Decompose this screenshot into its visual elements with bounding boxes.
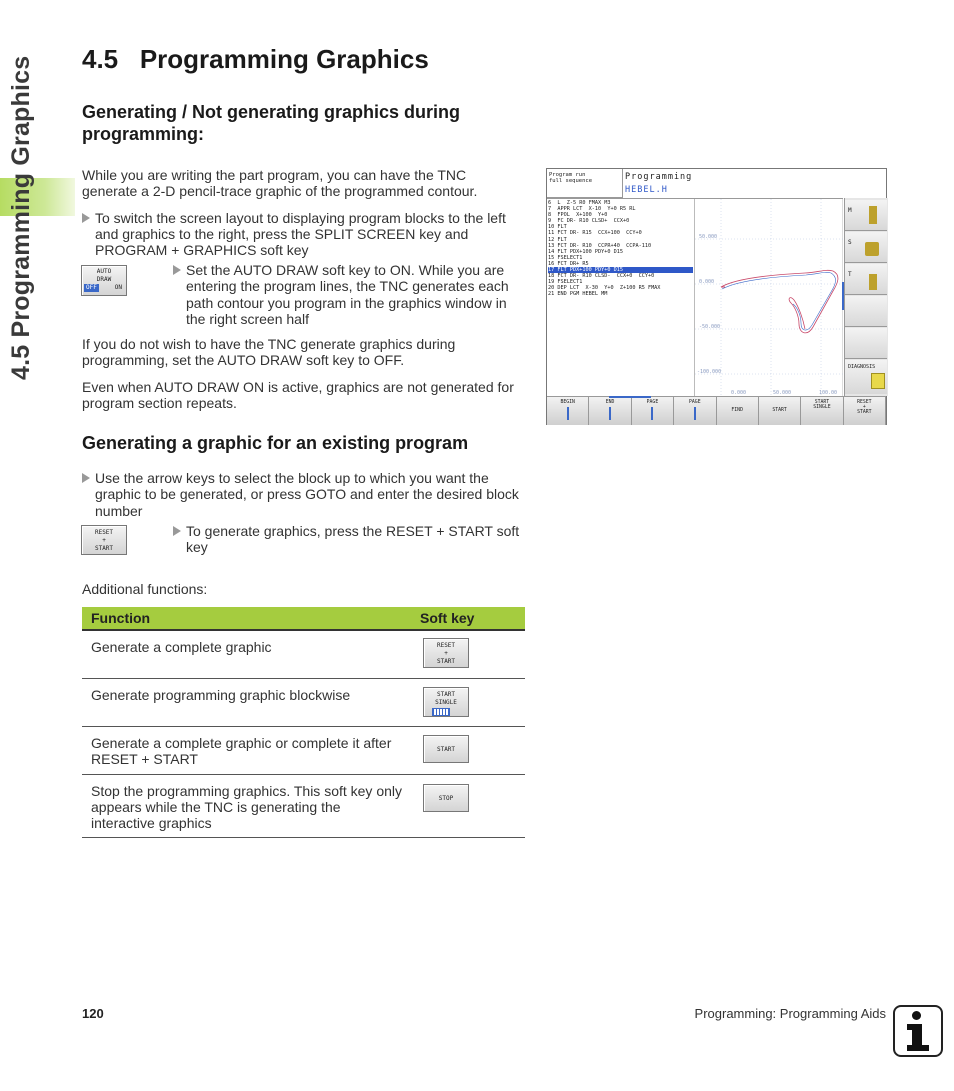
mode-box <box>547 169 623 198</box>
tnc-screenshot <box>546 168 887 425</box>
split-screen-step: To switch the screen layout to displaying program blocks to the left and graphics to the right, press the SPLIT SCREEN key and PROGRAM + GRAPHICS soft key <box>82 210 525 259</box>
softkey-label: PAGE <box>646 400 659 405</box>
section2-heading: Generating a graphic for an existing program <box>82 433 469 453</box>
row-function: Generate programming graphic blockwise <box>82 678 411 726</box>
auto-draw-off-paragraph: If you do not wish to have the TNC generate graphics during programming, set the AUTO DRAW soft key to OFF. <box>82 336 456 369</box>
tool-icon <box>869 274 877 290</box>
program-line[interactable]: 11 FCT DR- R15 CCX+100 CCY+0 <box>548 230 642 237</box>
auto-draw-on: ON <box>114 284 122 291</box>
softkey-label: FIND <box>731 408 743 413</box>
x-tick: 0.000 <box>731 390 747 396</box>
y-tick: 50.000 <box>699 234 718 240</box>
program-line[interactable]: 14 FLT PDX+100 PDY+0 D15 <box>548 248 623 255</box>
footer-chapter: Programming: Programming Aids <box>694 1006 886 1021</box>
mode-top: Program run <box>549 172 586 178</box>
screen-filename: HEBEL.H <box>625 185 668 195</box>
section1-notes <box>82 336 525 411</box>
row-function: Generate a complete graphic <box>82 630 411 678</box>
mode-bottom: full sequence <box>549 178 593 184</box>
table-reset-start-softkey[interactable] <box>423 638 469 668</box>
row-function: Generate a complete graphic or complete it after RESET + START <box>82 726 411 774</box>
row-function: Stop the programming graphics. This soft key only appears while the TNC is generating the interactive graphics <box>82 774 411 837</box>
info-dot <box>912 1011 921 1020</box>
auto-draw-step: Set the AUTO DRAW soft key to ON. While you are entering the program lines, the TNC generates each path contour you program in the graphics window in the right screen half <box>173 262 525 327</box>
key-line: START <box>436 745 456 753</box>
x-tick: 50.000 <box>773 390 792 396</box>
y-tick: -50.000 <box>699 324 721 330</box>
softkey-label: START <box>772 408 787 413</box>
side-key-panel <box>844 198 888 396</box>
reset-key-line3: START <box>94 545 114 552</box>
softkey-label: END <box>605 400 615 405</box>
softkey-label: PAGE <box>689 400 701 405</box>
table-start-single-softkey[interactable] <box>423 687 469 717</box>
program-line[interactable]: 10 FLT <box>548 224 567 231</box>
reset-key-line2: + <box>102 537 106 544</box>
screen-softkey[interactable] <box>589 397 631 425</box>
side-key-label: T <box>848 271 852 278</box>
key-line: START <box>436 690 456 698</box>
program-line[interactable]: 6 L Z-5 R0 FMAX M3 <box>548 200 611 206</box>
program-line[interactable]: 13 FCT DR- R10 CCPR+40 CCPA-110 <box>548 242 652 249</box>
additional-functions-label: Additional functions: <box>82 581 208 597</box>
auto-draw-step-block <box>173 262 525 327</box>
side-key-blank[interactable] <box>845 328 887 359</box>
screen-softkey[interactable] <box>632 397 674 425</box>
screen-softkey[interactable] <box>759 397 801 425</box>
function-column-header: Function <box>82 607 411 630</box>
key-line: STOP <box>438 794 454 802</box>
table-start-softkey[interactable] <box>423 735 469 763</box>
auto-draw-line2: DRAW <box>96 276 112 283</box>
key-line: SINGLE <box>435 698 457 706</box>
y-tick: -100.000 <box>697 369 722 375</box>
screen-softkey[interactable] <box>801 397 843 425</box>
program-line[interactable]: 20 DEP LCT X-30 Y+0 Z+100 R5 FMAX <box>548 285 661 292</box>
reset-key-line1: RESET <box>94 529 114 536</box>
softkey-active-indicator <box>609 396 651 398</box>
program-line[interactable]: 7 APPR LCT X-10 Y+0 R5 RL <box>548 206 636 213</box>
side-key-blank[interactable] <box>845 296 887 327</box>
screen-title: Programming <box>625 172 693 182</box>
arrow-down-icon <box>609 407 611 420</box>
reset-start-step: To generate graphics, press the RESET + START soft key <box>173 523 525 556</box>
arrow-up-icon <box>651 407 653 420</box>
speed-icon <box>865 242 879 256</box>
program-line[interactable]: 12 FLT <box>548 236 567 243</box>
reset-start-step-block <box>173 523 525 556</box>
side-key-label: M <box>848 207 852 214</box>
key-line: START <box>436 658 456 665</box>
auto-draw-off: OFF <box>86 284 97 291</box>
table-row <box>82 726 525 774</box>
softkey-label: SINGLE <box>813 405 831 410</box>
table-stop-softkey[interactable] <box>423 784 469 812</box>
program-line[interactable]: 19 FSELECT1 <box>548 279 583 286</box>
graphics-window <box>695 199 843 396</box>
diagnosis-icon <box>871 373 885 389</box>
program-line[interactable]: 16 FCT DR+ R5 <box>548 260 589 267</box>
softkey-bar <box>547 396 886 425</box>
program-line[interactable]: 9 FC DR- R10 CLSD+ CCX+0 <box>548 218 630 225</box>
side-key-diagnosis[interactable] <box>845 360 887 394</box>
info-icon <box>893 1005 943 1057</box>
program-line[interactable]: 15 FSELECT1 <box>548 254 583 261</box>
functions-table <box>82 607 525 838</box>
program-line[interactable]: 8 FPOL X+100 Y+0 <box>548 212 608 219</box>
section-repeat-paragraph: Even when AUTO DRAW ON is active, graphics are not generated for program section repeats. <box>82 378 514 411</box>
spindle-icon <box>869 206 877 224</box>
auto-draw-line1: AUTO <box>96 268 112 275</box>
side-key-t[interactable] <box>845 264 887 295</box>
progress-icon <box>432 708 450 716</box>
softkey-label: START <box>857 410 872 415</box>
table-row <box>82 678 525 726</box>
section1 <box>82 101 522 145</box>
arrow-up-icon <box>567 407 569 420</box>
softkey-column-header: Soft key <box>411 607 525 630</box>
arrow-down-icon <box>694 407 696 420</box>
screen-softkey[interactable] <box>717 397 759 425</box>
side-chapter-title: 4.5 Programming Graphics <box>7 55 35 380</box>
program-line[interactable]: 21 END PGM HEBEL MM <box>548 291 608 298</box>
y-tick: 0.000 <box>699 279 715 285</box>
toolpath-red <box>721 270 838 333</box>
section1-body <box>82 167 525 258</box>
auto-draw-softkey[interactable] <box>81 265 127 296</box>
intro-paragraph: While you are writing the part program, you can have the TNC generate a 2-D pencil-trace graphic of the programmed contour. <box>82 167 478 200</box>
table-row <box>82 774 525 837</box>
side-key-label: S <box>848 239 852 246</box>
side-key-s[interactable] <box>845 232 887 263</box>
page-title: 4.5 Programming Graphics <box>82 44 429 74</box>
x-tick: 100.00 <box>819 390 838 396</box>
side-key-label: DIAGNOSIS <box>848 364 876 370</box>
reset-start-softkey[interactable] <box>81 525 127 555</box>
softkey-label: BEGIN <box>560 400 575 405</box>
key-line: + <box>444 650 448 657</box>
program-line[interactable]: 18 FCT DR- R10 CLSD- CCX+0 CCY+0 <box>548 273 655 280</box>
scroll-indicator <box>842 282 844 310</box>
section1-heading: Generating / Not generating graphics during programming: <box>82 102 461 144</box>
screen-softkey[interactable] <box>844 397 886 425</box>
section2-body <box>82 470 525 519</box>
screen-softkey[interactable] <box>674 397 716 425</box>
screen-softkey[interactable] <box>547 397 589 425</box>
table-row <box>82 630 525 678</box>
select-block-step: Use the arrow keys to select the block up to which you want the graphic to be generated, or press GOTO and enter the desired block number <box>82 470 525 519</box>
softkey-label: + <box>862 405 866 410</box>
key-line: RESET <box>436 642 456 649</box>
page-number: 120 <box>82 1006 104 1021</box>
softkey-label: START <box>814 400 830 405</box>
program-list <box>548 200 693 298</box>
table-header <box>82 607 525 630</box>
side-key-m[interactable] <box>845 200 887 231</box>
softkey-label: RESET <box>857 400 872 405</box>
program-line[interactable]: 17 FLT PDX+100 PDY+0 D15 <box>548 267 693 273</box>
